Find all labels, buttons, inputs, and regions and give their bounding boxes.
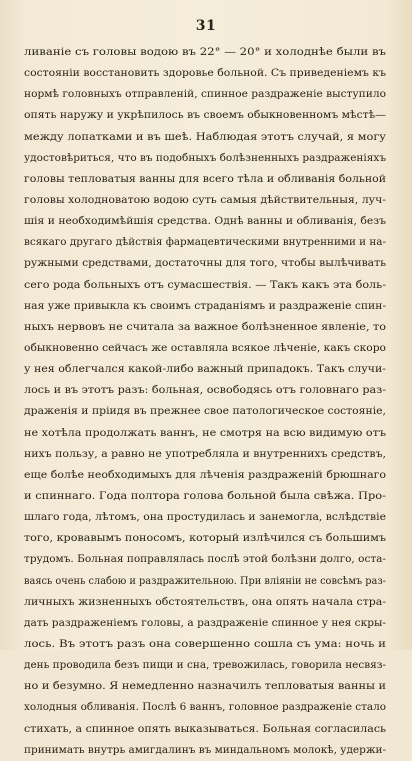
text-line: состояніи восстановить здоровье больной. Съ приведеніемъ къ — [24, 67, 386, 80]
text-line: стихать, а спинное опять выказываться. Больная согласилась — [24, 722, 386, 735]
text-line: ныхъ нервовъ не считала за важное болѣзненное явленіе, то — [24, 320, 386, 333]
text-line: головы холодноватою водою суть самыя дѣйствительныя, луч- — [24, 193, 386, 206]
text-line: всякаго другаго дѣйствія фармацевтическими внутренними и на- — [24, 236, 386, 249]
text-line: день проводила безъ пищи и сна, тревожилась, говорила несвяз- — [24, 659, 386, 672]
text-line: драженія и пріидя въ прежнее свое патологическое состояніе, — [24, 405, 386, 418]
text-line: удостовѣриться, что въ подобныхъ болѣзненныхъ раздраженіяхъ — [24, 151, 386, 164]
text-line: холодныя обливанія. Послѣ 6 ваннъ, головное раздраженіе стало — [24, 701, 386, 714]
text-line: дать раздраженіемъ головы, а раздраженіе спинное у нея скры- — [24, 616, 386, 629]
text-line: лось. Въ этотъ разъ она совершенно сошла съ ума: ночь и — [24, 637, 386, 650]
text-line: шлаго года, лѣтомъ, она простудилась и занемогла, вслѣдствіе — [24, 511, 386, 524]
text-line: обыкновенно сейчасъ же оставляла всякое лѣченіе, какъ скоро — [24, 341, 386, 354]
body-text — [24, 42, 386, 761]
text-line: не хотѣла продолжать ваннъ, не смотря на всю видимую отъ — [24, 426, 386, 439]
text-line: ваясь очень слабою и раздражительною. При вліяніи не совсѣмъ раз- — [24, 574, 386, 587]
page-number: 31 — [195, 18, 217, 34]
text-line: нихъ пользу, а равно не употребляла и внутреннихъ средствъ, — [24, 447, 386, 460]
text-line: и спиннаго. Года полтора голова больной была свѣжа. Про- — [24, 489, 386, 502]
text-line: ливаніе съ головы водою въ 22° — 20° и холоднѣе были въ — [24, 46, 386, 58]
text-line: ружными средствами, достаточны для того, чтобы вылѣчивать — [24, 257, 386, 270]
text-line: нормѣ головныхъ отправленій, спинное раздраженіе выступило — [24, 88, 386, 101]
text-line: головы тепловатыя ванны для всего тѣла и обливанія больной — [24, 172, 386, 185]
text-line: у нея облегчался какой-либо важный припадокъ. Такъ случи- — [24, 363, 386, 376]
text-line: того, кровавымъ поносомъ, который излѣчился съ большимъ — [24, 532, 386, 545]
text-line: трудомъ. Больная поправлялась послѣ этой болѣзни долго, оста- — [24, 553, 386, 566]
text-line: ная уже привыкла къ своимъ страданіямъ и раздраженіе спин- — [24, 299, 386, 312]
text-line: между лопатками и въ шеѣ. Наблюдая этотъ случай, я могу — [24, 130, 386, 143]
text-line: еще болѣе необходимыхъ для лѣченія раздраженій брюшнаго — [24, 468, 386, 481]
text-line: шія и необходимѣйшія средства. Однѣ ванны и обливанія, безъ — [24, 215, 386, 228]
text-line: лось и въ этотъ разъ: больная, освободясь отъ головнаго раз- — [24, 384, 386, 397]
text-line: сего рода больныхъ отъ сумасшествія. — Такъ какъ эта боль- — [24, 278, 386, 291]
text-line: принимать внутрь амигдалинъ въ миндальномъ молокѣ, удержи- — [24, 743, 386, 756]
text-line: но и безумно. Я немедленно назначилъ тепловатыя ванны и — [24, 680, 386, 693]
text-line: опять наружу и укрѣпилось въ своемъ обыкновенномъ мѣстѣ— — [24, 109, 386, 122]
text-line: личныхъ жизненныхъ обстоятельствъ, она опять начала стра- — [24, 595, 386, 608]
